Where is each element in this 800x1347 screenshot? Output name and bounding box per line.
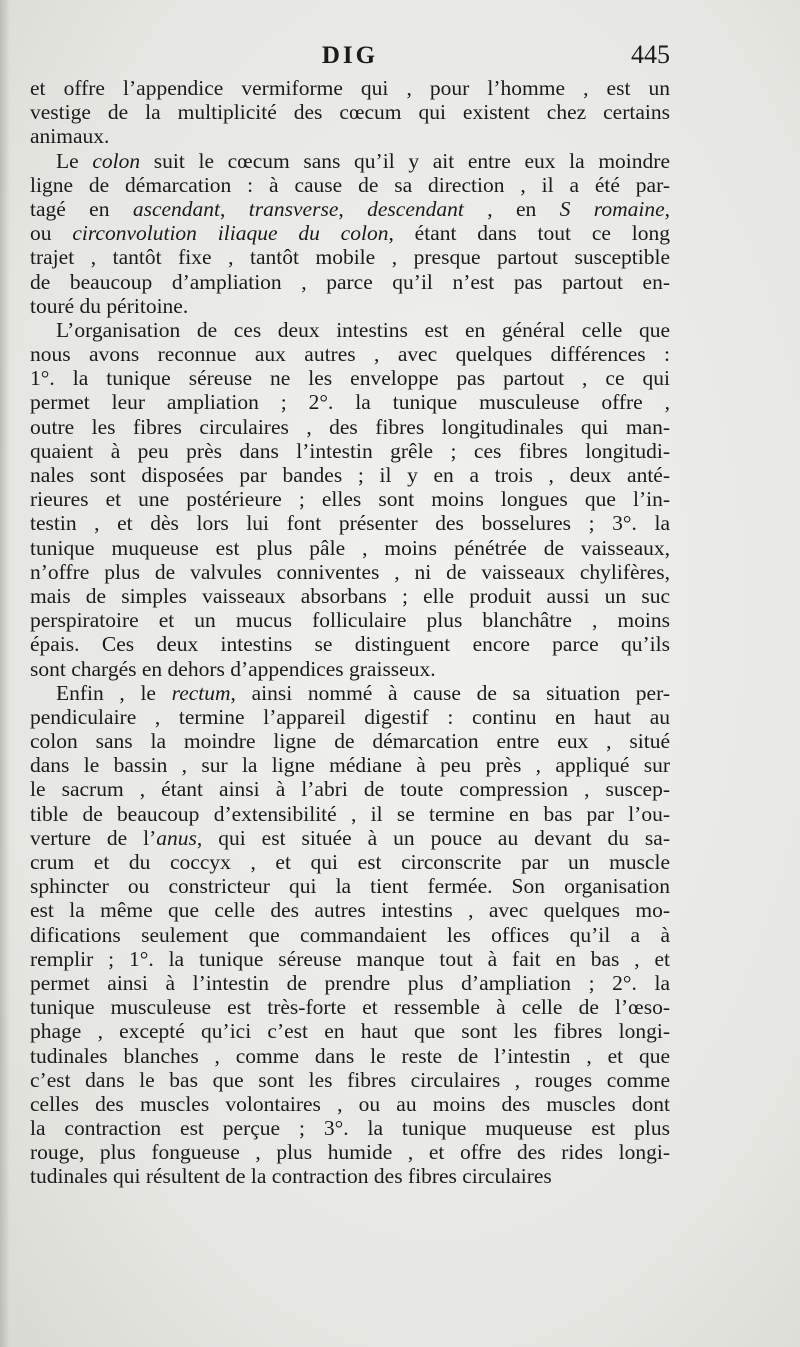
italic-term: descendant bbox=[367, 196, 464, 221]
text-run: , en bbox=[463, 196, 560, 221]
text-line bbox=[30, 1044, 670, 1068]
text-line bbox=[30, 1068, 670, 1092]
text-run: Enfin , le bbox=[56, 680, 172, 705]
text-run: nales sont disposées par bandes ; il y en a trois , deux anté- bbox=[30, 463, 670, 487]
text-run: difications seulement que commandaient les offices qu’il a à bbox=[30, 922, 670, 947]
text-line bbox=[30, 487, 670, 511]
text-line bbox=[30, 100, 670, 124]
paragraph bbox=[30, 149, 670, 318]
text-run: crum et du coccyx , et qui est circonscrite par un muscle bbox=[30, 850, 670, 874]
text-line bbox=[30, 390, 670, 414]
paragraph bbox=[30, 681, 670, 1189]
text-run: suit le cœcum sans qu’il y ait entre eux la moindre bbox=[140, 148, 670, 173]
italic-term: anus bbox=[156, 825, 197, 850]
text-line bbox=[30, 753, 670, 777]
text-line bbox=[30, 923, 670, 947]
page-header bbox=[30, 38, 670, 78]
text-run: verture de l’ bbox=[30, 825, 157, 850]
text-line bbox=[30, 1092, 670, 1116]
text-run: outre les fibres circulaires , des fibres longitudinales qui man- bbox=[30, 414, 670, 439]
text-run: quaient à peu près dans l’intestin grêle ; ces fibres longitudi- bbox=[30, 438, 670, 463]
text-run: remplir ; 1°. la tunique séreuse manque tout à fait en bas , et bbox=[30, 946, 670, 971]
text-line bbox=[30, 270, 670, 294]
text-line bbox=[30, 898, 670, 922]
text-run: celles des muscles volontaires , ou au moins des muscles dont bbox=[30, 1091, 670, 1116]
text-line bbox=[30, 971, 670, 995]
text-run: sont chargés en dehors d’appendices graisseux. bbox=[30, 656, 436, 681]
text-run: tudinales qui résultent de la contraction des fibres circulaires bbox=[30, 1164, 552, 1189]
body-text bbox=[30, 76, 670, 1189]
running-head: DIG bbox=[321, 42, 379, 69]
text-line bbox=[30, 995, 670, 1019]
text-run: vestige de la multiplicité des cœcum qui existent chez certains bbox=[30, 100, 670, 125]
text-line bbox=[30, 197, 670, 221]
text-line bbox=[30, 1140, 670, 1164]
text-line bbox=[30, 632, 670, 656]
text-run: testin , et dès lors lui font présenter des bosselures ; 3°. la bbox=[30, 511, 670, 536]
text-run: tible de beaucoup d’extensibilité , il se termine en bas par l’ou- bbox=[30, 801, 670, 826]
text-run: tagé en bbox=[30, 196, 133, 221]
text-line bbox=[30, 1116, 670, 1140]
text-line bbox=[30, 947, 670, 971]
text-run: touré du péritoine. bbox=[30, 293, 189, 318]
text-run: permet ainsi à l’intestin de prendre plus d’ampliation ; 2°. la bbox=[30, 970, 670, 995]
text-run: ligne de démarcation : à cause de sa direction , il a été par- bbox=[30, 172, 670, 197]
text-run: , qui est située à un pouce au devant du sa- bbox=[196, 825, 670, 850]
text-run: , bbox=[220, 196, 249, 221]
text-run: ou bbox=[30, 221, 73, 246]
text-run: n’offre plus de valvules conniventes , ni de vaisseaux chylifères, bbox=[30, 559, 670, 584]
text-line bbox=[30, 1019, 670, 1043]
text-line bbox=[30, 657, 670, 681]
text-line bbox=[30, 826, 670, 850]
text-line bbox=[30, 76, 670, 100]
paragraph bbox=[30, 318, 670, 681]
text-line bbox=[30, 463, 670, 487]
text-run: dans le bassin , sur la ligne médiane à peu près , appliqué sur bbox=[30, 753, 670, 778]
text-line bbox=[30, 221, 670, 245]
text-run: rouge, plus fongueuse , plus humide , et offre des rides longi- bbox=[30, 1140, 670, 1165]
text-run: c’est dans le bas que sont les fibres circulaires , rouges comme bbox=[30, 1067, 670, 1092]
italic-term: S romaine bbox=[559, 196, 665, 221]
text-line bbox=[30, 584, 670, 608]
text-run: colon sans la moindre ligne de démarcation entre eux , situé bbox=[30, 729, 670, 754]
text-line bbox=[30, 415, 670, 439]
paragraph bbox=[30, 76, 670, 149]
text-line bbox=[30, 729, 670, 753]
text-run: , ainsi nommé à cause de sa situation per- bbox=[230, 680, 670, 705]
text-run: phage , excepté qu’ici c’est en haut que sont les fibres longi- bbox=[30, 1019, 670, 1044]
text-line bbox=[30, 149, 670, 173]
text-line bbox=[30, 245, 670, 269]
text-run: pendiculaire , termine l’appareil digestif : continu en haut au bbox=[30, 704, 670, 729]
text-line bbox=[30, 560, 670, 584]
text-run: la contraction est perçue ; 3°. la tunique muqueuse est plus bbox=[30, 1116, 670, 1141]
text-run: tunique musculeuse est très-forte et ressemble à celle de l’œso- bbox=[30, 995, 670, 1020]
italic-term: transverse bbox=[248, 196, 339, 221]
text-run: 1°. la tunique séreuse ne les enveloppe pas partout , ce qui bbox=[30, 366, 670, 391]
page-number: 445 bbox=[631, 40, 670, 69]
text-line bbox=[30, 318, 670, 342]
text-run: animaux. bbox=[30, 124, 110, 149]
text-run: rieures et une postérieure ; elles sont moins longues que l’in- bbox=[30, 487, 670, 512]
italic-term: colon bbox=[92, 148, 141, 173]
text-line bbox=[30, 294, 670, 318]
text-line bbox=[30, 802, 670, 826]
text-line bbox=[30, 366, 670, 390]
text-line bbox=[30, 608, 670, 632]
text-run: tunique muqueuse est plus pâle , moins pénétrée de vaisseaux, bbox=[30, 535, 670, 560]
text-line bbox=[30, 173, 670, 197]
text-line bbox=[30, 342, 670, 366]
text-line bbox=[30, 439, 670, 463]
text-run: , bbox=[338, 196, 368, 221]
text-line bbox=[30, 124, 670, 148]
text-run: tudinales blanches , comme dans le reste de l’intestin , et que bbox=[30, 1043, 670, 1068]
italic-term: rectum bbox=[171, 680, 231, 705]
text-line bbox=[30, 1164, 670, 1188]
text-run: de beaucoup d’ampliation , parce qu’il n’est pas partout en- bbox=[30, 269, 670, 294]
text-run: L’organisation de ces deux intestins est en général celle que bbox=[56, 317, 670, 342]
text-run: mais de simples vaisseaux absorbans ; elle produit aussi un suc bbox=[30, 583, 670, 608]
italic-term: circonvolution iliaque du colon bbox=[72, 221, 389, 246]
text-run: perspiratoire et un mucus folliculaire plus blanchâtre , moins bbox=[30, 608, 670, 633]
text-line bbox=[30, 777, 670, 801]
text-line bbox=[30, 850, 670, 874]
text-run: nous avons reconnue aux autres , avec quelques différences : bbox=[30, 342, 670, 367]
text-run: le sacrum , étant ainsi à l’abri de toute compression , suscep- bbox=[30, 777, 670, 802]
text-run: trajet , tantôt fixe , tantôt mobile , presque partout susceptible bbox=[30, 245, 670, 270]
text-run: Le bbox=[56, 148, 93, 173]
text-run: est la même que celle des autres intestins , avec quelques mo- bbox=[30, 898, 670, 923]
text-run: sphincter ou constricteur qui la tient fermée. Son organisation bbox=[30, 874, 670, 899]
text-line bbox=[30, 705, 670, 729]
text-run: et offre l’appendice vermiforme qui , pour l’homme , est un bbox=[30, 76, 670, 100]
text-line bbox=[30, 874, 670, 898]
text-run: épais. Ces deux intestins se distinguent encore parce qu’ils bbox=[30, 632, 670, 657]
text-run: , étant dans tout ce long bbox=[388, 221, 670, 246]
text-run: , bbox=[664, 196, 671, 221]
text-line bbox=[30, 511, 670, 535]
text-line bbox=[30, 681, 670, 705]
italic-term: ascendant bbox=[132, 196, 221, 221]
text-run: permet leur ampliation ; 2°. la tunique musculeuse offre , bbox=[30, 390, 670, 415]
text-line bbox=[30, 536, 670, 560]
